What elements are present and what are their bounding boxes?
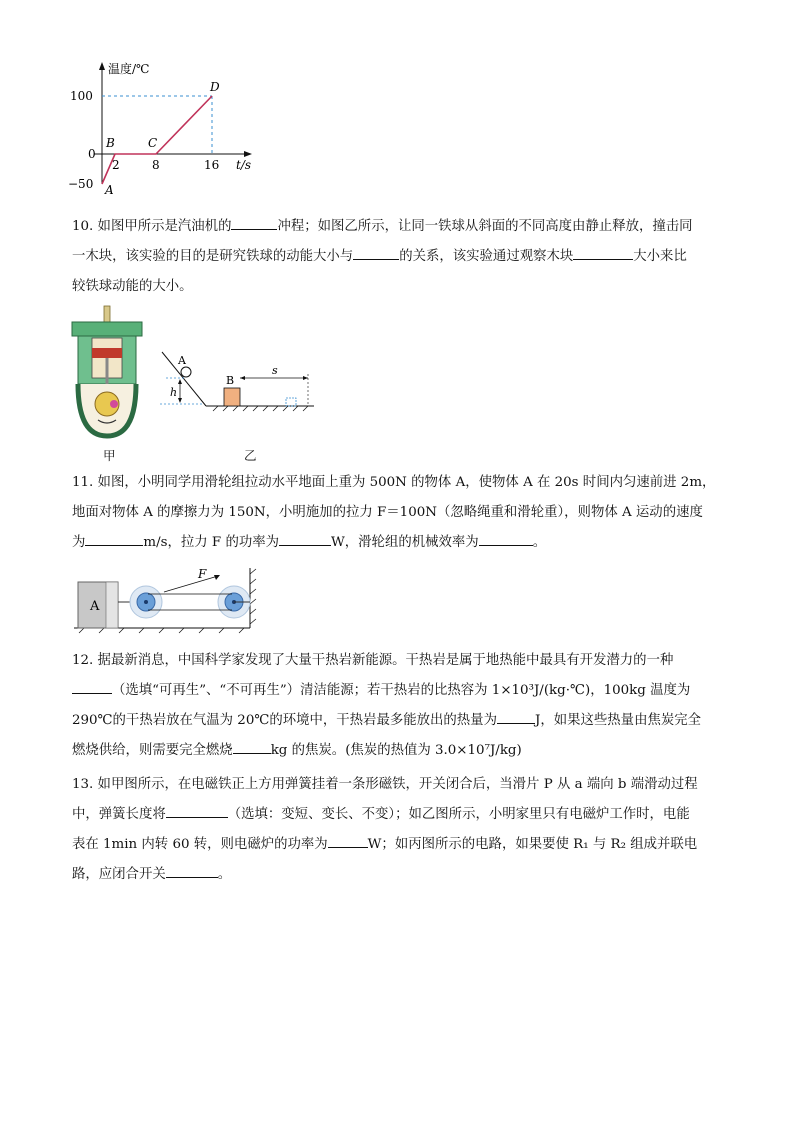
q10-blank-3[interactable] [573, 245, 633, 260]
x-tick-16: 16 [204, 158, 220, 172]
pulley-block-label: A [90, 599, 100, 614]
q10-blank-1[interactable] [231, 215, 277, 230]
fig-yi-label: 乙 [244, 448, 257, 463]
point-d-label: D [210, 80, 220, 94]
x-axis-label: t/s [236, 158, 252, 172]
pulley-force-label: F [198, 567, 207, 581]
q13-blank-3[interactable] [166, 863, 218, 878]
y-tick-neg50: −50 [68, 177, 94, 191]
temperature-time-graph [62, 58, 262, 198]
ramp-block-label: B [226, 374, 235, 387]
q13-blank-1[interactable] [166, 803, 228, 818]
ramp-distance-label: s [272, 364, 278, 377]
q12-blank-2[interactable] [497, 709, 535, 724]
ramp-height-label: h [170, 386, 178, 399]
q11-blank-3[interactable] [479, 531, 533, 546]
q12-blank-1[interactable] [72, 679, 112, 694]
x-tick-8: 8 [152, 158, 160, 172]
q11-blank-2[interactable] [279, 531, 331, 546]
point-a-label: A [105, 183, 114, 197]
q11-blank-1[interactable] [85, 531, 143, 546]
question-12: 12. 据最新消息，中国科学家发现了大量干热岩新能源。干热岩是属于地热能中最具有开发潜力的一种 （选填“可再生”、“不可再生”）清洁能源；若干热岩的比热容为 1×10³J/(kg·℃)，100kg 温度为 290℃的干热岩放在气温为 20℃的环境中，干热岩最多能放出的热量为 J，如果这些热量由焦炭完全 燃烧供给，则需要完全燃烧 kg 的焦炭。(焦炭的热值为 3.0×10⁷J/kg) [72, 653, 702, 758]
q10-blank-2[interactable] [353, 245, 399, 260]
pulley-figure [74, 566, 264, 636]
ramp-figure [158, 344, 318, 414]
point-c-label: C [148, 136, 158, 150]
engine-figure [68, 304, 148, 444]
question-11: 11. 如图，小明同学用滑轮组拉动水平地面上重为 500N 的物体 A，使物体 A 在 20s 时间内匀速前进 2m， 地面对物体 A 的摩擦力为 150N，小明施加的拉力 F＝100N（忽略绳重和滑轮重），则物体 A 运动的速度 为 m/s，拉力 F 的功率为 W，滑轮组的机械效率为 。 [72, 475, 716, 550]
x-tick-2: 2 [112, 158, 120, 172]
ramp-ball-label: A [178, 354, 186, 367]
y-tick-0: 0 [88, 147, 96, 161]
y-tick-100: 100 [70, 89, 93, 103]
q13-blank-2[interactable] [328, 833, 368, 848]
y-axis-label: 温度/℃ [108, 62, 150, 76]
fig-jia-label: 甲 [103, 448, 116, 463]
question-10: 10. 如图甲所示是汽油机的 冲程；如图乙所示，让同一铁球从斜面的不同高度由静止释放，撞击同 一木块，该实验的目的是研究铁球的动能大小与 的关系，该实验通过观察木块 大小来比 较铁球动能的大小。 [72, 212, 732, 302]
point-b-label: B [106, 136, 115, 150]
question-13: 13. 如甲图所示，在电磁铁正上方用弹簧挂着一条形磁铁，开关闭合后，当滑片 P 从 a 端向 b 端滑动过程 中，弹簧长度将 （选填：变短、变长、不变）；如乙图所示，小明家里只有电磁炉工作时，电能 表在 1min 内转 60 转，则电磁炉的功率为 W；如丙图所示的电路，如果要使 R₁ 与 R₂ 组成并联电 路，应闭合开关 。 [72, 777, 698, 882]
q12-blank-3[interactable] [233, 739, 271, 754]
